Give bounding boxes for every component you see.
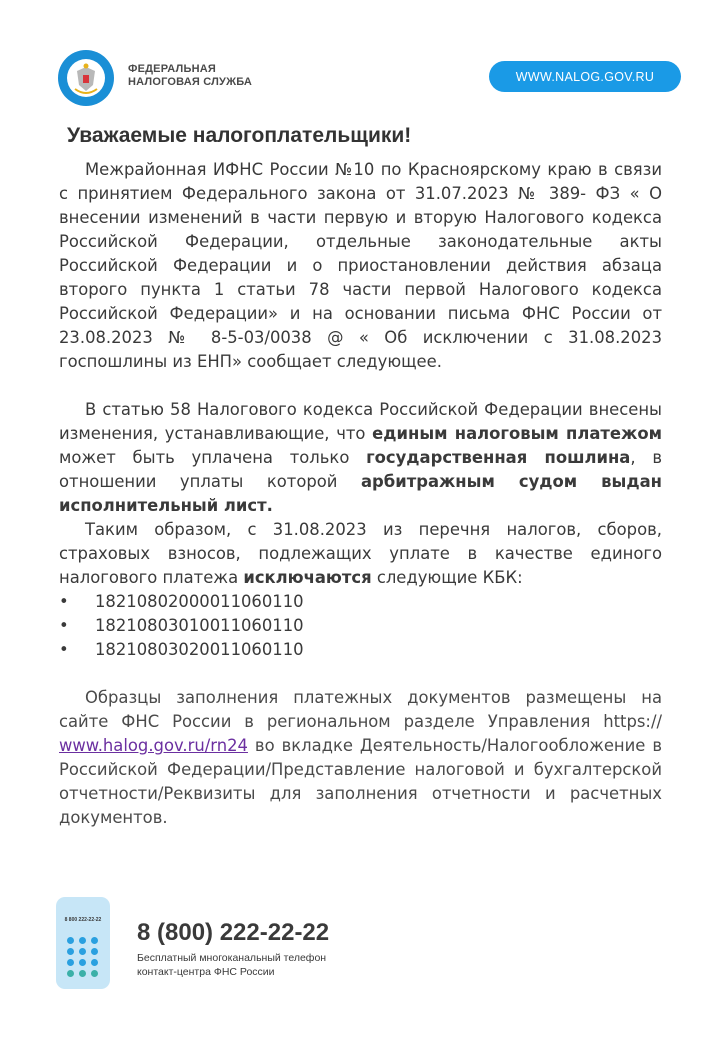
keypad-dot [91, 937, 98, 944]
keypad-dot [79, 937, 86, 944]
fns-emblem-icon [57, 49, 115, 107]
keypad-dot [91, 959, 98, 966]
keypad-dot [91, 948, 98, 955]
keypad-dot [67, 959, 74, 966]
paragraph-article-58 [59, 398, 662, 518]
org-name-line1: ФЕДЕРАЛЬНАЯ [128, 63, 216, 75]
bold-fragment: исключаются [243, 568, 372, 587]
text-fragment: В статью 58 Налогового кодекса Российской Федерации внесены изменения, устанавливающие, что [59, 400, 662, 443]
hotline-number[interactable]: 8 (800) 222-22-22 [137, 919, 330, 946]
paragraph-samples [59, 686, 662, 830]
page-title: Уважаемые налогоплательщики! [67, 124, 412, 147]
bold-fragment: единым налоговым платежом [372, 424, 662, 443]
text-fragment: , в отношении уплаты которой [59, 448, 662, 491]
hotline-caption [137, 951, 326, 979]
notice-body [59, 158, 662, 830]
hotline-caption-line2: контакт-центра ФНС России [137, 966, 275, 978]
keypad-dot [91, 970, 98, 977]
kbk-item: • 18210803020011060110 [59, 638, 662, 662]
keypad-dot [79, 959, 86, 966]
paragraph-kbk-intro [59, 518, 662, 590]
hotline-caption-line1: Бесплатный многоканальный телефон [137, 952, 327, 964]
text-fragment: может быть уплачена только [59, 448, 367, 467]
org-name [128, 63, 252, 89]
keypad-dot [67, 948, 74, 955]
keypad-dot [67, 970, 74, 977]
kbk-item: • 18210803010011060110 [59, 614, 662, 638]
keypad-dot [79, 970, 86, 977]
keypad-dot [79, 948, 86, 955]
text-fragment: следующие КБК: [371, 568, 523, 587]
org-name-line2: НАЛОГОВАЯ СЛУЖБА [128, 76, 253, 88]
text-fragment: во вкладке Деятельность/Налогообложение в Российской Федерации/Представление налоговой и бухгалтерской отчетности/Реквизиты для заполнения отчетности и расчетных документов. [59, 736, 662, 827]
phone-icon [56, 897, 110, 989]
bold-fragment: государственная пошлина [366, 448, 631, 467]
website-link[interactable]: WWW.NALOG.GOV.RU [489, 61, 681, 92]
text-fragment: Таким образом, с 31.08.2023 из перечня налогов, сборов, страховых взносов, подлежащих уплате в качестве единого налогового платежа [59, 520, 662, 587]
spacer [59, 374, 662, 398]
paragraph-intro: Межрайонная ИФНС России №10 по Красноярскому краю в связи с принятием Федерального закона от 31.07.2023 № 389- ФЗ « О внесении изменений в части первую и вторую Налогового кодекса Российской Федерации, отдельные законодательные акты Российской Федерации и о приостановлении действия абзаца второго пункта 1 статьи 78 части первой Налогового кодекса Российской Федерации» и на основании письма ФНС России от 23.08.2023 № 8-5-03/0038 @ « Об исключении с 31.08.2023 госпошлины из ЕНП» сообщает следующее. [59, 160, 662, 371]
keypad-dot [67, 937, 74, 944]
text-fragment: Образцы заполнения платежных документов размещены на сайте ФНС России в региональном разделе Управления https:// [59, 688, 662, 731]
spacer [59, 662, 662, 686]
bold-fragment: арбитражным судом выдан исполнительный лист. [59, 472, 662, 515]
page-header [0, 0, 720, 110]
phone-screen-number: 8 800 222-22-22 [64, 917, 102, 923]
kbk-list [59, 590, 662, 662]
regional-site-link[interactable]: www.halog.gov.ru/rn24 [59, 736, 248, 755]
kbk-item: • 18210802000011060110 [59, 590, 662, 614]
